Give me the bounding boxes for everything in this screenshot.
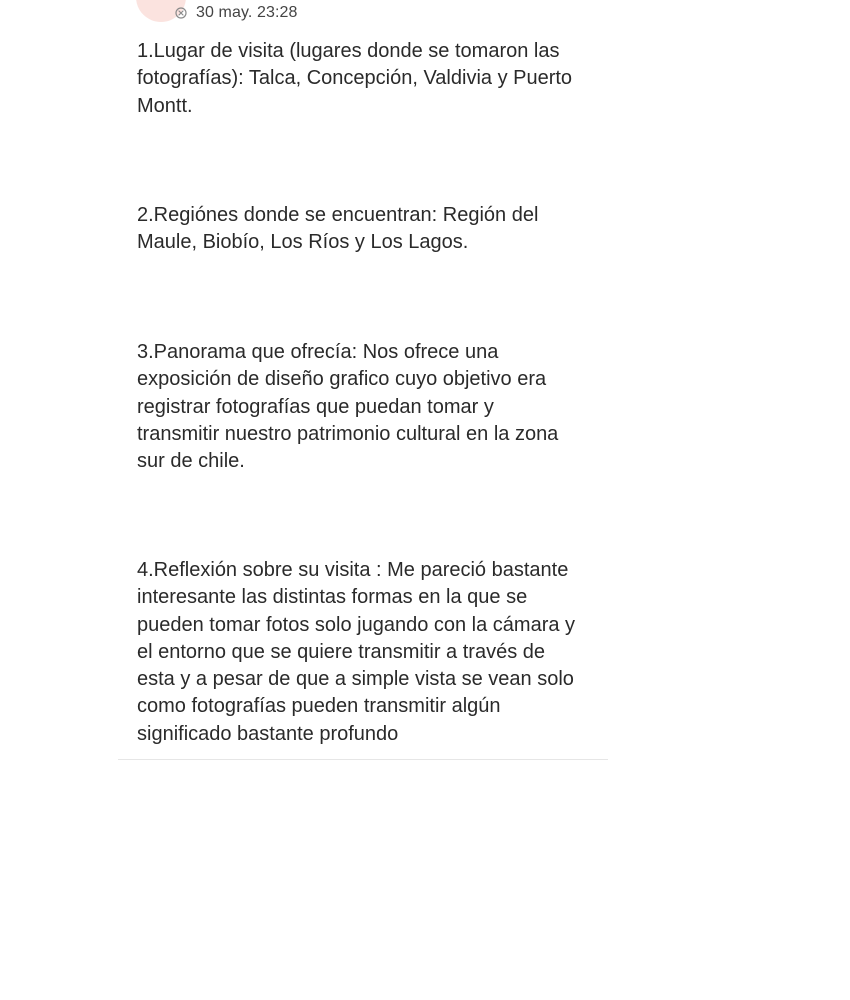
timestamp: 30 may. 23:28 bbox=[196, 4, 298, 21]
paragraph-visit-places: 1.Lugar de visita (lugares donde se tomaron las fotografías): Talca, Concepción, Valdivia y Puerto Montt. bbox=[137, 40, 573, 117]
paragraph-panorama: 3.Panorama que ofrecía: Nos ofrece una exposición de diseño grafico cuyo objetivo era registrar fotografías que puedan tomar y transmitir nuestro patrimonio cultural en la zona sur de chile. bbox=[137, 341, 559, 473]
post-meta bbox=[175, 3, 298, 23]
paragraph-reflection: 4.Reflexión sobre su visita : Me pareció bastante interesante las distintas formas en la que se pueden tomar fotos solo jugando con la cámara y el entorno que se quiere transmitir a través de esta y a pesar de que a simple vista se vean solo como fotografías pueden transmitir algún significado bastante profundo bbox=[137, 559, 576, 745]
paragraph-regions: 2.Regiónes donde se encuentran: Región del Maule, Biobío, Los Ríos y Los Lagos. bbox=[137, 204, 539, 254]
post-body bbox=[137, 38, 607, 756]
close-circle-icon[interactable] bbox=[175, 7, 187, 19]
divider bbox=[118, 759, 608, 760]
